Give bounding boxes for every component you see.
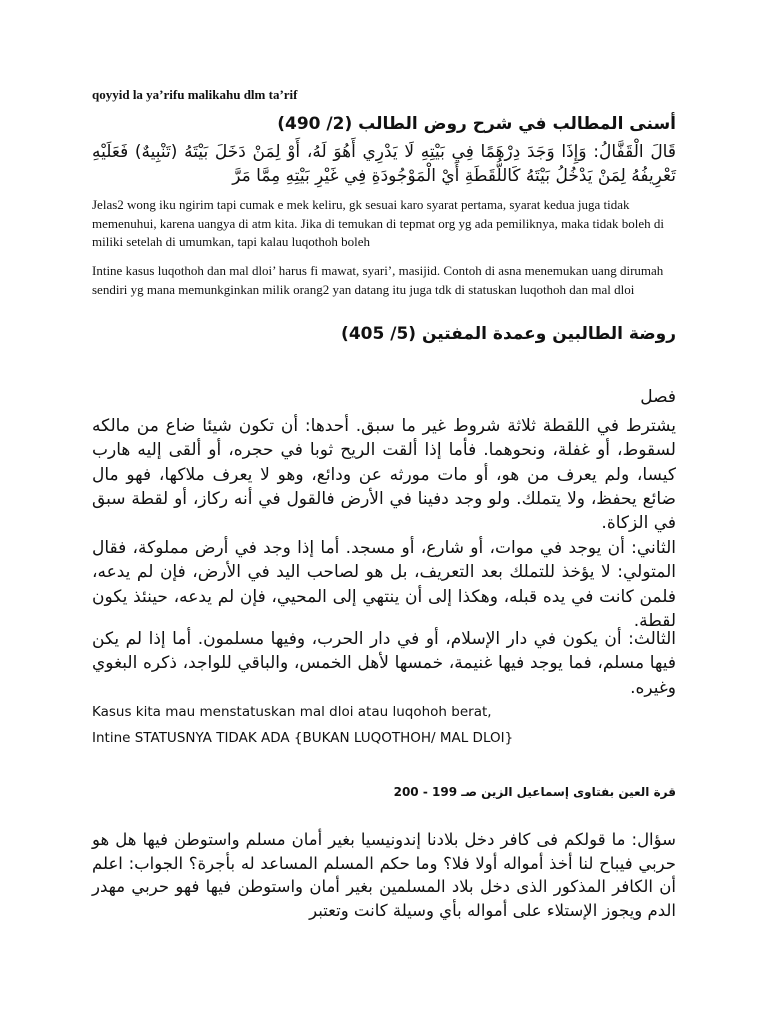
kasus-line: Kasus kita mau menstatuskan mal dloi atau luqohoh berat, xyxy=(92,704,492,720)
asna-quote: قَالَ الْقَفَّالُ: وَإِذَا وَجَدَ دِرْهَمًا فِي بَيْتِهِ لَا يَدْرِي أَهُوَ لَهُ، أَوْ لِمَنْ دَخَلَ بَيْتَهُ (تَنْبِيهٌ) فَعَلَيْهِ تَعْرِيفُهُ لِمَنْ يَدْخُلُ بَيْتَهُ كَاللُّقَطَةِ أَيْ الْمَوْجُودَةِ فِي غَيْرِ بَيْتِهِ مِمَّا مَرَّ xyxy=(92,142,676,186)
qurrah-question-answer-paragraph: سؤال: ما قولكم فى كافر دخل بلادنا إندونيسيا بغير أمان مسلم واستوطن فيها هل هو حربي فيباح لنا أخذ أمواله أولا فلا؟ وما حكم المسلم المساعد له بأجرة؟ الجواب: اعلم أن الكافر المذكور الذى دخل بلاد المسلمين بغير أمان واستوطن فيها فهو حربي مهدر الدم ويجوز الإستلاء على أمواله بأي وسيلة كانت وتعتبر xyxy=(92,830,676,920)
note-title: qoyyid la ya’rifu malikahu dlm ta’rif xyxy=(92,87,298,102)
rawdah-paragraph-3: الثالث: أن يكون في دار الإسلام، أو في دار الحرب، وفيها مسلمون. أما إذا لم يكن فيها مسلم، فما يوجد فيها غنيمة، خمسها لأهل الخمس، والباقي للواجد، ذكره البغوي وغيره. xyxy=(92,629,676,698)
asna-source-title: أسنى المطالب في شرح روض الطالب (2/ 490) xyxy=(277,114,676,134)
rawdah-source-title: روضة الطالبين وعمدة المفتين (5/ 405) xyxy=(341,324,676,344)
rawdah-paragraph-2: الثاني: أن يوجد في موات، أو شارع، أو مسجد. أما إذا وجد في أرض مملوكة، فقال المتولي: لا يؤخذ للتملك بعد التعريف، بل هو لصاحب اليد في الأرض، فإن لم يدعه، فلمن كانت في يده قبله، وهكذا إلى أن ينتهي إلى المحيي، فإن لم يدعه، حينئذ يكون لقطة. xyxy=(92,538,676,631)
qurrah-source-title: قرة العين بفتاوى إسماعيل الزين صـ 199 - 200 xyxy=(393,785,676,799)
comment-paragraph-1: Jelas2 wong iku ngirim tapi cumak e mek keliru, gk sesuai karo syarat pertama, syarat kedua juga tidak memenuhui, karena uangya di atm kita. Jika di temukan di tepmat org yg ada pemiliknya, maka tidak boleh di miliki setelah di umumkan, tapi kalau luqothoh boleh xyxy=(92,197,664,249)
intine-status-line: Intine STATUSNYA TIDAK ADA {BUKAN LUQOTHOH/ MAL DLOI} xyxy=(92,730,514,746)
rawdah-paragraph-1: يشترط في اللقطة ثلاثة شروط غير ما سبق. أحدها: أن تكون شيئا ضاع من مالكه لسقوط، أو غفلة، ونحوهما. فأما إذا ألقت الريح ثوبا في حجره، أو ألقى إليه هارب كيسا، ولم يعرف من هو، أو مات مورثه عن ودائع، وهو لا يعرف ملاكها، فهو مال ضائع يحفظ، ولا يتملك. ولو وجد دفينا في الأرض فالقول في أنه ركاز، أو لقطة سبق في الزكاة. xyxy=(92,416,676,534)
fasl-heading: فصل xyxy=(640,387,676,407)
comment-paragraph-2: Intine kasus luqothoh dan mal dloi’ harus fi mawat, syari’, masijid. Contoh di asna menemukan uang dirumah sendiri yg mana memunkginkan milik orang2 yan datang itu juga tdk di statuskan luqothoh dan mal dloi xyxy=(92,263,664,297)
